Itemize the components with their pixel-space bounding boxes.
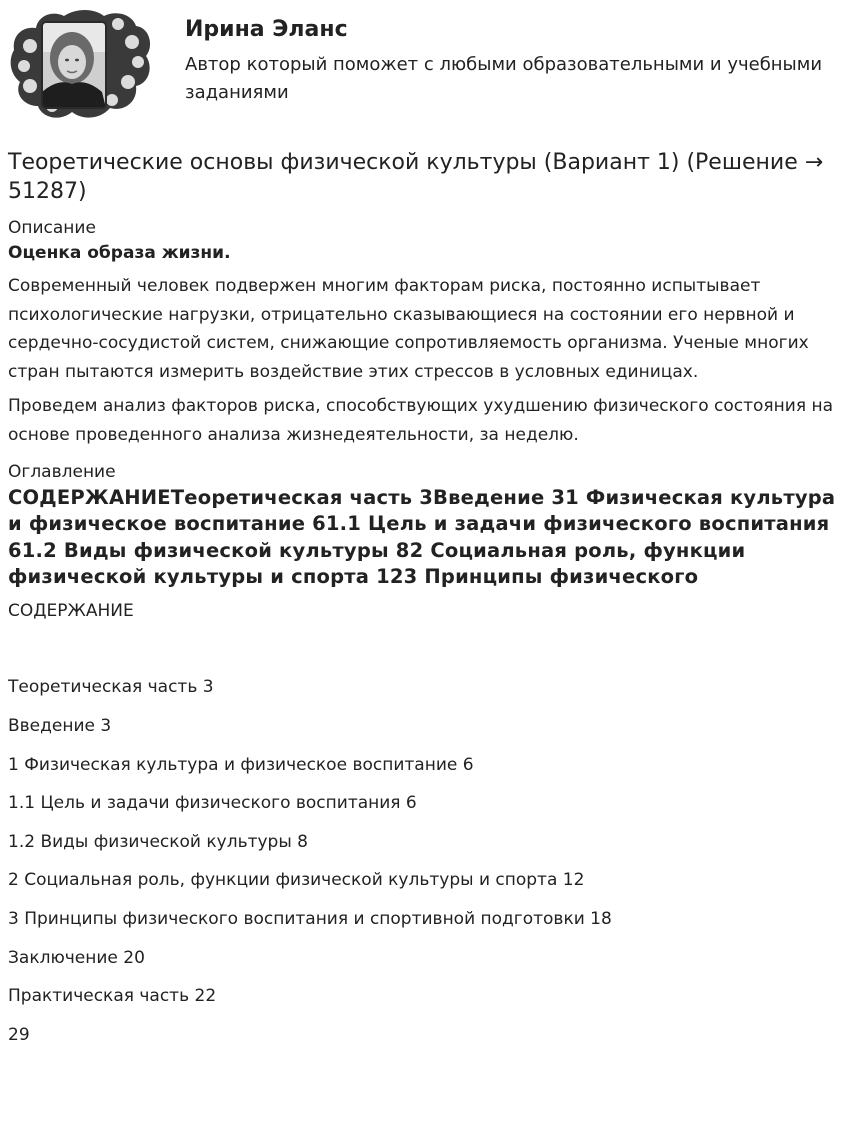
author-description: Автор который поможет с любыми образовательными и учебными заданиями <box>185 54 823 103</box>
author-card <box>8 6 838 126</box>
toc-item: 2 Социальная роль, функции физической культуры и спорта 12 <box>8 870 585 891</box>
work-content <box>8 148 838 1061</box>
author-name[interactable]: Ирина Эланс <box>185 17 348 42</box>
description-paragraph: Современный человек подвержен многим факторам риска, постоянно испытывает психологические нагрузки, отрицательно сказывающиеся на состоянии его нервной и сердечно-сосудистой систем, снижающие сопротивляемость организма. Ученые многих стран пытаются измерить воздействие этих стрессов в условных единицах. <box>8 276 809 382</box>
author-avatar[interactable] <box>8 6 152 126</box>
toc-item: Введение 3 <box>8 715 112 736</box>
toc-summary: СОДЕРЖАНИЕТеоретическая часть 3Введение 31 Физическая культура и физическое воспитание 61.1 Цель и задачи физического воспитания 61.2 Виды физической культуры 82 Социальная роль, функции физической культуры и спорта 123 Принципы физического <box>8 485 836 589</box>
toc-item: 1.2 Виды физической культуры 8 <box>8 831 308 852</box>
description-heading: Оценка образа жизни. <box>8 243 231 263</box>
toc-item: Заключение 20 <box>8 947 145 968</box>
toc-item: 3 Принципы физического воспитания и спортивной подготовки 18 <box>8 908 612 929</box>
toc-item: Практическая часть 22 <box>8 986 217 1007</box>
description-label: Описание <box>8 218 96 238</box>
author-photo <box>42 22 106 108</box>
toc-item: 1 Физическая культура и физическое воспитание 6 <box>8 754 474 775</box>
page-title: Теоретические основы физической культуры (Вариант 1) (Решение → 51287) <box>8 150 824 204</box>
toc-label: Оглавление <box>8 461 116 482</box>
description-paragraph: Проведем анализ факторов риска, способствующих ухудшению физического состояния на основе проведенного анализа жизнедеятельности, за неделю. <box>8 396 833 445</box>
toc-item: 29 <box>8 1024 30 1045</box>
toc-item: СОДЕРЖАНИЕ <box>8 600 134 621</box>
toc-item: Теоретическая часть 3 <box>8 677 214 698</box>
toc-item: 1.1 Цель и задачи физического воспитания 6 <box>8 793 417 814</box>
toc-list <box>8 599 838 1062</box>
